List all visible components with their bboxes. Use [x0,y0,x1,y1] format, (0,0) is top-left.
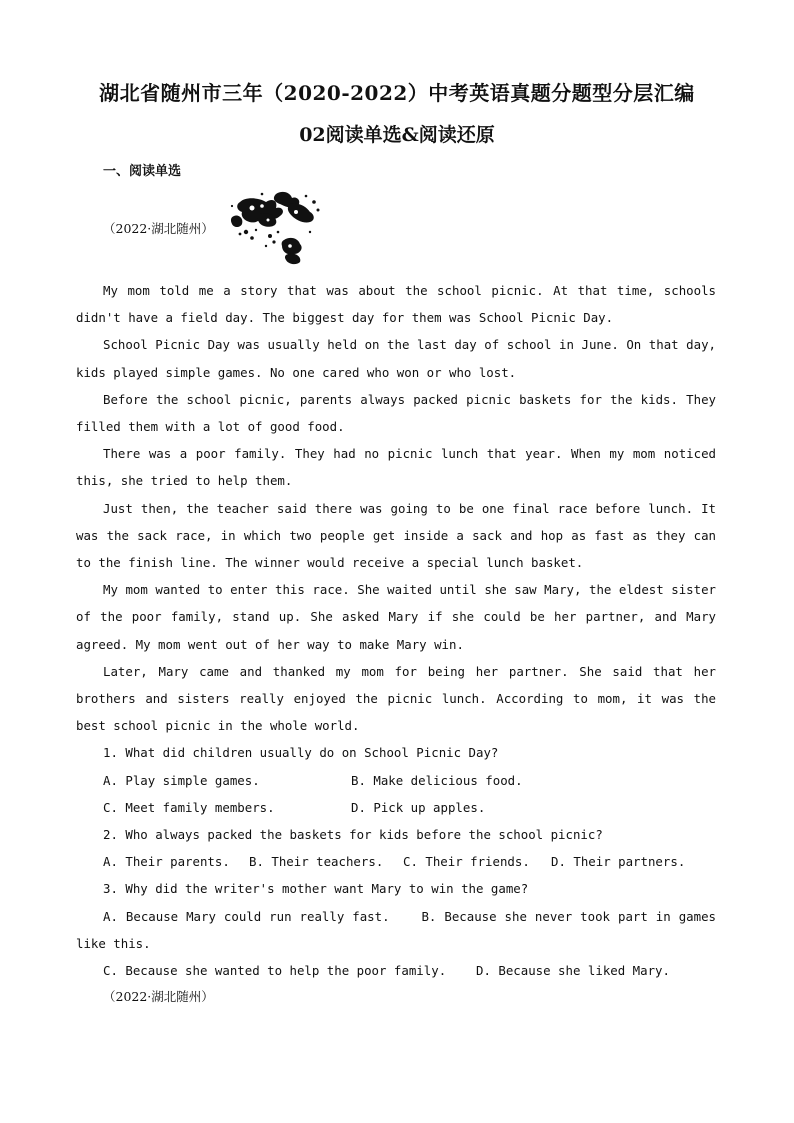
passage-paragraph: My mom wanted to enter this race. She waited until she saw Mary, the eldest sister of the poor family, stand up. She asked Mary if she could be her partner, and Mary agreed. My mom went out of her way to make Mary win. [76,582,716,652]
reading-passage [76,277,716,984]
question-2-options [76,848,716,875]
question-source: （2022·湖北随州） [103,989,214,1004]
question-1: 1. What did children usually do on School Picnic Day? [103,745,499,761]
passage-paragraph: Just then, the teacher said there was going to be one final race before lunch. It was the sack race, in which two people get inside a sack and hop as fast as they can to the finish line. The winner would receive a special lunch basket. [76,500,716,571]
option-b: B. Because she never took part in games like this. [76,908,716,951]
question-2: 2. Who always packed the baskets for kids before the school picnic? [103,827,603,843]
option-a: A. Play simple games. [103,772,260,788]
option-d: D. Because she liked Mary. [476,963,670,979]
section-heading: 一、阅读单选 [103,164,182,179]
option-c: C. Their friends. [403,854,530,870]
passage-paragraph: My mom told me a story that was about the school picnic. At that time, schools didn't have a field day. The biggest day for them was School Picnic Day. [76,283,716,326]
option-b: B. Their teachers. [249,854,384,870]
passage-paragraph: There was a poor family. They had no picnic lunch that year. When my mom noticed this, she tried to help them. [76,446,716,489]
ink-blot-image [226,188,326,272]
passage-paragraph: Later, Mary came and thanked my mom for being her partner. She said that her brothers and sisters really enjoyed the picnic lunch. According to mom, it was the best school picnic in the whole world. [76,663,716,734]
passage-paragraph: Before the school picnic, parents always packed picnic baskets for the kids. They filled them with a lot of good food. [76,391,716,435]
option-c: C. Meet family members. [103,799,275,815]
question-1-options [76,767,716,794]
passage-paragraph: School Picnic Day was usually held on the last day of school in June. On that day, kids played simple games. No one cared who won or who lost. [76,337,716,380]
option-d: D. Their partners. [551,854,686,870]
question-1-options-row2 [76,794,716,821]
document-title: 湖北省随州市三年（2020-2022）中考英语真题分题型分层汇编 [99,81,695,105]
option-a: A. Because Mary could run really fast. [103,908,390,924]
option-b: B. Make delicious food. [351,772,523,788]
option-c: C. Because she wanted to help the poor family. [103,963,447,979]
option-d: D. Pick up apples. [351,799,486,815]
question-3-options-row1 [76,903,716,957]
question-3-options-row2 [76,957,716,984]
question-source: （2022·湖北随州） [103,221,214,236]
option-a: A. Their parents. [103,854,230,870]
document-subtitle: 02阅读单选&阅读还原 [299,124,495,146]
question-3: 3. Why did the writer's mother want Mary to win the game? [103,881,529,897]
